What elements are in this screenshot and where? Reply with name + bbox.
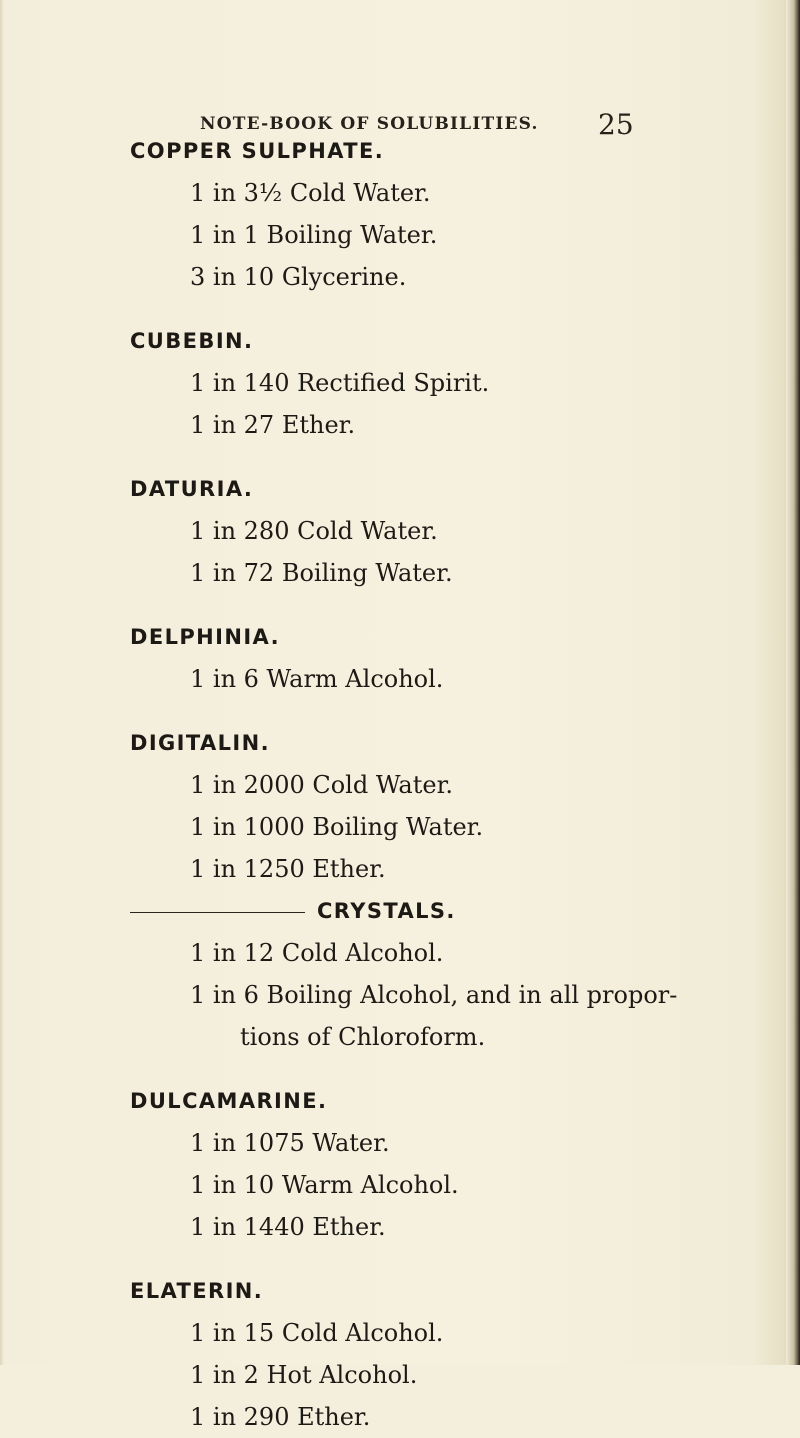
solubility-line: 1 in 1250 Ether. bbox=[190, 855, 386, 883]
solubility-line: 1 in 6 Boiling Alcohol, and in all propor- bbox=[190, 981, 678, 1009]
solubility-line: 1 in 280 Cold Water. bbox=[190, 517, 438, 545]
solubility-list bbox=[0, 130, 800, 1438]
solubility-line: 1 in 2 Hot Alcohol. bbox=[190, 1361, 418, 1389]
solubility-line: 1 in 10 Warm Alcohol. bbox=[190, 1171, 459, 1199]
solubility-line: 3 in 10 Glycerine. bbox=[190, 263, 407, 291]
solubility-line: 1 in 12 Cold Alcohol. bbox=[190, 939, 444, 967]
solubility-line: 1 in 290 Ether. bbox=[190, 1403, 371, 1431]
solubility-line: 1 in 27 Ether. bbox=[190, 411, 356, 439]
solubility-line: 1 in 2000 Cold Water. bbox=[190, 771, 454, 799]
entry-digitalin bbox=[0, 722, 800, 1058]
page-number: 25 bbox=[598, 108, 634, 141]
solubility-line: 1 in 3½ Cold Water. bbox=[190, 179, 431, 207]
solubility-line: 1 in 6 Warm Alcohol. bbox=[190, 665, 444, 693]
solubility-line: 1 in 1440 Ether. bbox=[190, 1213, 386, 1241]
solubility-line: 1 in 72 Boiling Water. bbox=[190, 559, 453, 587]
entry-title: COPPER SULPHATE. bbox=[130, 139, 385, 163]
ditto-rule bbox=[130, 912, 305, 913]
entry-title: DULCAMARINE. bbox=[130, 1089, 328, 1113]
solubility-line: 1 in 1075 Water. bbox=[190, 1129, 390, 1157]
solubility-line: 1 in 1000 Boiling Water. bbox=[190, 813, 484, 841]
solubility-line: 1 in 15 Cold Alcohol. bbox=[190, 1319, 444, 1347]
solubility-line: 1 in 1 Boiling Water. bbox=[190, 221, 438, 249]
solubility-line: 1 in 140 Rectified Spirit. bbox=[190, 369, 490, 397]
sub-entry-crystals bbox=[130, 890, 800, 932]
entry-dulcamarine bbox=[0, 1080, 800, 1248]
solubility-line-continuation: tions of Chloroform. bbox=[240, 1023, 486, 1051]
entry-delphinia bbox=[0, 616, 800, 700]
entry-title: DATURIA. bbox=[130, 477, 254, 501]
entry-title: DELPHINIA. bbox=[130, 625, 280, 649]
entry-daturia bbox=[0, 468, 800, 594]
entry-cubebin bbox=[0, 320, 800, 446]
entry-title: CUBEBIN. bbox=[130, 329, 254, 353]
entry-title: DIGITALIN. bbox=[130, 731, 270, 755]
running-head: NOTE-BOOK OF SOLUBILITIES. bbox=[200, 114, 539, 134]
entry-elaterin bbox=[0, 1270, 800, 1438]
sub-entry-title: CRYSTALS. bbox=[317, 899, 456, 923]
entry-title: ELATERIN. bbox=[130, 1279, 264, 1303]
entry-copper-sulphate bbox=[0, 130, 800, 298]
